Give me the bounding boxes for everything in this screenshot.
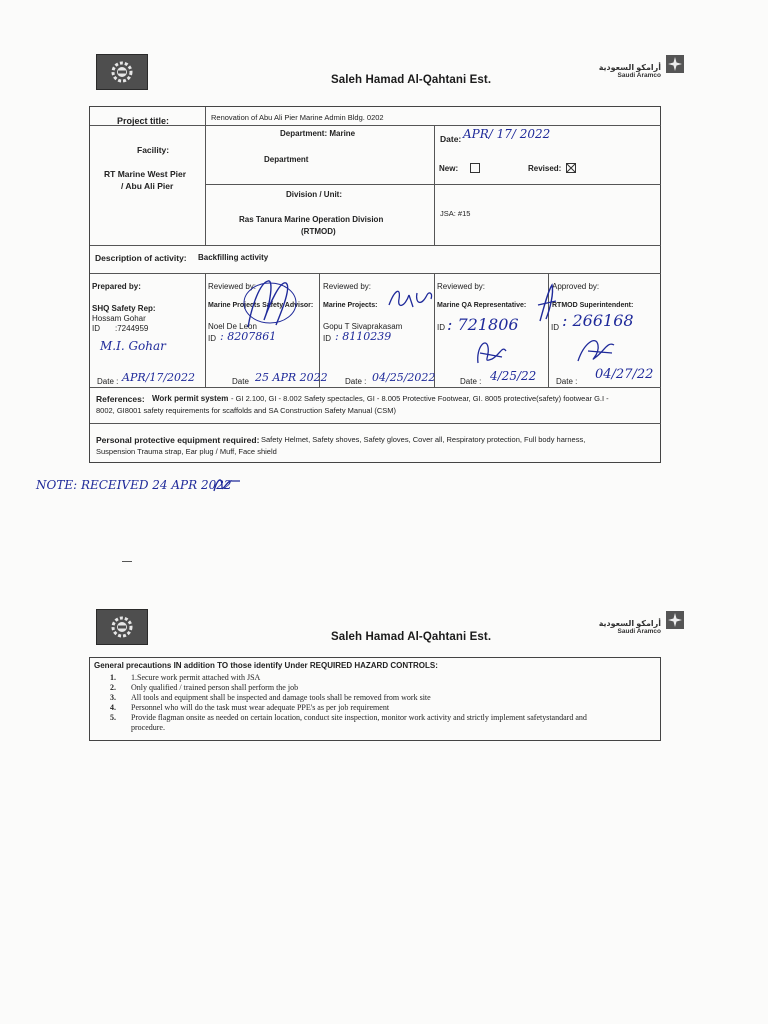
- description-value: Backfilling activity: [198, 253, 269, 262]
- reviewer1-role: Marine Projects Safety Advisor:: [208, 302, 314, 309]
- reviewer2-id-value: : 8110239: [335, 330, 392, 343]
- aramco-english-2: Saudi Aramco: [617, 628, 661, 635]
- division-heading: Division / Unit:: [286, 190, 342, 199]
- reviewer1-header: Reviewed by:: [208, 282, 257, 291]
- approver-role: RTMOD Superintendent:: [552, 302, 634, 309]
- jsa-number: JSA: #15: [440, 209, 471, 218]
- aramco-logo-2: [571, 619, 661, 636]
- references-line1: - GI 2.100, GI - 8.002 Safety spectacles, GI - 8.005 Protective Footwear, GI. 8005 protective(safety) footwear G.I -: [231, 394, 609, 403]
- project-title-value: Renovation of Abu Ali Pier Marine Admin Bldg. 0202: [211, 113, 384, 122]
- general-precautions: [89, 657, 661, 741]
- precaution-text-3: All tools and equipment shall be inspected and damage tools shall be removed from work site: [131, 693, 431, 702]
- reviewer3-date-label: Date :: [460, 377, 482, 386]
- ppe-line2: Suspension Trauma strap, Ear plug / Muff, Face shield: [96, 447, 277, 456]
- reviewer3-role: Marine QA Representative:: [437, 302, 527, 309]
- ppe-label: Personal protective equipment required:: [96, 435, 260, 445]
- project-title-label: Project title:: [117, 116, 170, 126]
- prepared-header: Prepared by:: [92, 282, 141, 291]
- precaution-num-4: 4.: [110, 703, 116, 712]
- precaution-num-3: 3.: [110, 693, 116, 702]
- references-permit: Work permit system: [152, 394, 229, 403]
- received-note: NOTE: RECEIVED 24 APR 2022: [36, 478, 232, 492]
- prepared-date-value: APR/17/2022: [122, 371, 196, 384]
- precaution-text-5-cont: procedure.: [131, 723, 165, 732]
- reviewer2-role: Marine Projects:: [323, 302, 378, 309]
- reviewer1-signature-icon: [240, 275, 300, 335]
- precautions-heading: General precautions IN addition TO those identify Under REQUIRED HAZARD CONTROLS:: [94, 661, 438, 670]
- description-label: Description of activity:: [95, 253, 187, 263]
- note-initial-icon: [212, 475, 242, 495]
- approver-signature-icon: [574, 333, 620, 367]
- precaution-text-4: Personnel who will do the task must wear adequate PPE's as per job requirement: [131, 703, 390, 712]
- new-label: New:: [439, 164, 459, 173]
- reviewer3-date-value: 4/25/22: [490, 369, 537, 383]
- facility-value-line2: / Abu Ali Pier: [121, 181, 174, 191]
- reviewer2-date-value: 04/25/2022: [372, 371, 436, 384]
- reviewer3-id-label: ID: [437, 323, 445, 332]
- precaution-num-1: 1.: [110, 673, 116, 682]
- revised-label: Revised:: [528, 164, 562, 173]
- prepared-date-label: Date :: [97, 377, 119, 386]
- prepared-signature: M.I. Gohar: [100, 339, 166, 353]
- aramco-arabic-2: أرامكو السعودية: [598, 619, 661, 628]
- department-heading: Department: Marine: [280, 129, 356, 138]
- reviewer2-header: Reviewed by:: [323, 282, 372, 291]
- precaution-num-2: 2.: [110, 683, 116, 692]
- reviewer2-id-label: ID: [323, 334, 331, 343]
- gear-logo-icon: [105, 60, 139, 84]
- reviewer1-name: Noel De Leon: [208, 322, 257, 331]
- revised-checkbox[interactable]: [566, 163, 576, 173]
- prepared-role: SHQ Safety Rep:: [92, 304, 156, 313]
- facility-value-line1: RT Marine West Pier: [104, 169, 187, 179]
- facility-label: Facility:: [137, 145, 170, 155]
- reviewer1-id-label: ID: [208, 334, 216, 343]
- aramco-arabic: أرامكو السعودية: [598, 63, 661, 72]
- aramco-logo: [571, 63, 661, 80]
- reviewer2-signature-icon: [387, 285, 435, 313]
- date-label: Date:: [440, 134, 462, 144]
- reviewer2-name: Gopu T Sivaprakasam: [323, 322, 403, 331]
- prepared-name: Hossam Gohar: [92, 314, 146, 323]
- stray-mark: [122, 561, 132, 562]
- references-line2: 8002, GI8001 safety requirements for scaffolds and SA Construction Safety Manual (CSM): [96, 406, 397, 415]
- ppe-line1: Safety Helmet, Safety shoves, Safety gloves, Cover all, Respiratory protection, Full body harness,: [261, 435, 586, 444]
- gear-logo-icon-2: [105, 615, 139, 639]
- reviewer1-id-value: : 8207861: [220, 330, 277, 343]
- approver-header: Approved by:: [552, 282, 600, 291]
- company-name-2: Saleh Hamad Al-Qahtani Est.: [331, 631, 492, 643]
- aramco-english: Saudi Aramco: [617, 72, 661, 79]
- reviewer3-header: Reviewed by:: [437, 282, 486, 291]
- aramco-star-icon-2: [666, 611, 684, 629]
- approver-date-label: Date :: [556, 377, 578, 386]
- check-x-icon: [567, 164, 575, 172]
- precaution-text-5: Provide flagman onsite as needed on certain location, conduct site inspection, monitor work activity and strictly implement safetystandard and: [131, 713, 587, 722]
- date-handwritten: APR/ 17/ 2022: [463, 127, 551, 141]
- reviewer2-date-label: Date :: [345, 377, 367, 386]
- jsa-form: [89, 106, 661, 463]
- department-value: Department: [264, 155, 309, 164]
- precaution-num-5: 5.: [110, 713, 116, 722]
- approver-id-value: : 266168: [562, 311, 634, 330]
- aramco-star-icon: [666, 55, 684, 73]
- reviewer1-date-value: 25 APR 2022: [255, 371, 328, 384]
- prepared-id-value: :7244959: [115, 324, 149, 333]
- division-value-line2: (RTMOD): [301, 227, 336, 236]
- precaution-text-2: Only qualified / trained person shall perform the job: [131, 683, 299, 692]
- company-logo-2: [96, 609, 148, 645]
- approver-date-value: 04/27/22: [595, 367, 654, 382]
- approver-id-label: ID: [551, 323, 559, 332]
- company-name: Saleh Hamad Al-Qahtani Est.: [331, 74, 492, 86]
- new-checkbox[interactable]: [470, 163, 480, 173]
- reviewer1-date-label: Date: [232, 377, 249, 386]
- division-value-line1: Ras Tanura Marine Operation Division: [239, 215, 384, 224]
- prepared-id-label: ID: [92, 324, 100, 333]
- references-label: References:: [96, 394, 145, 404]
- reviewer3-id-value: : 721806: [447, 315, 519, 334]
- precaution-text-1: 1.Secure work permit attached with JSA: [131, 673, 261, 682]
- reviewer3-signature-icon: [472, 333, 512, 369]
- company-logo: [96, 54, 148, 90]
